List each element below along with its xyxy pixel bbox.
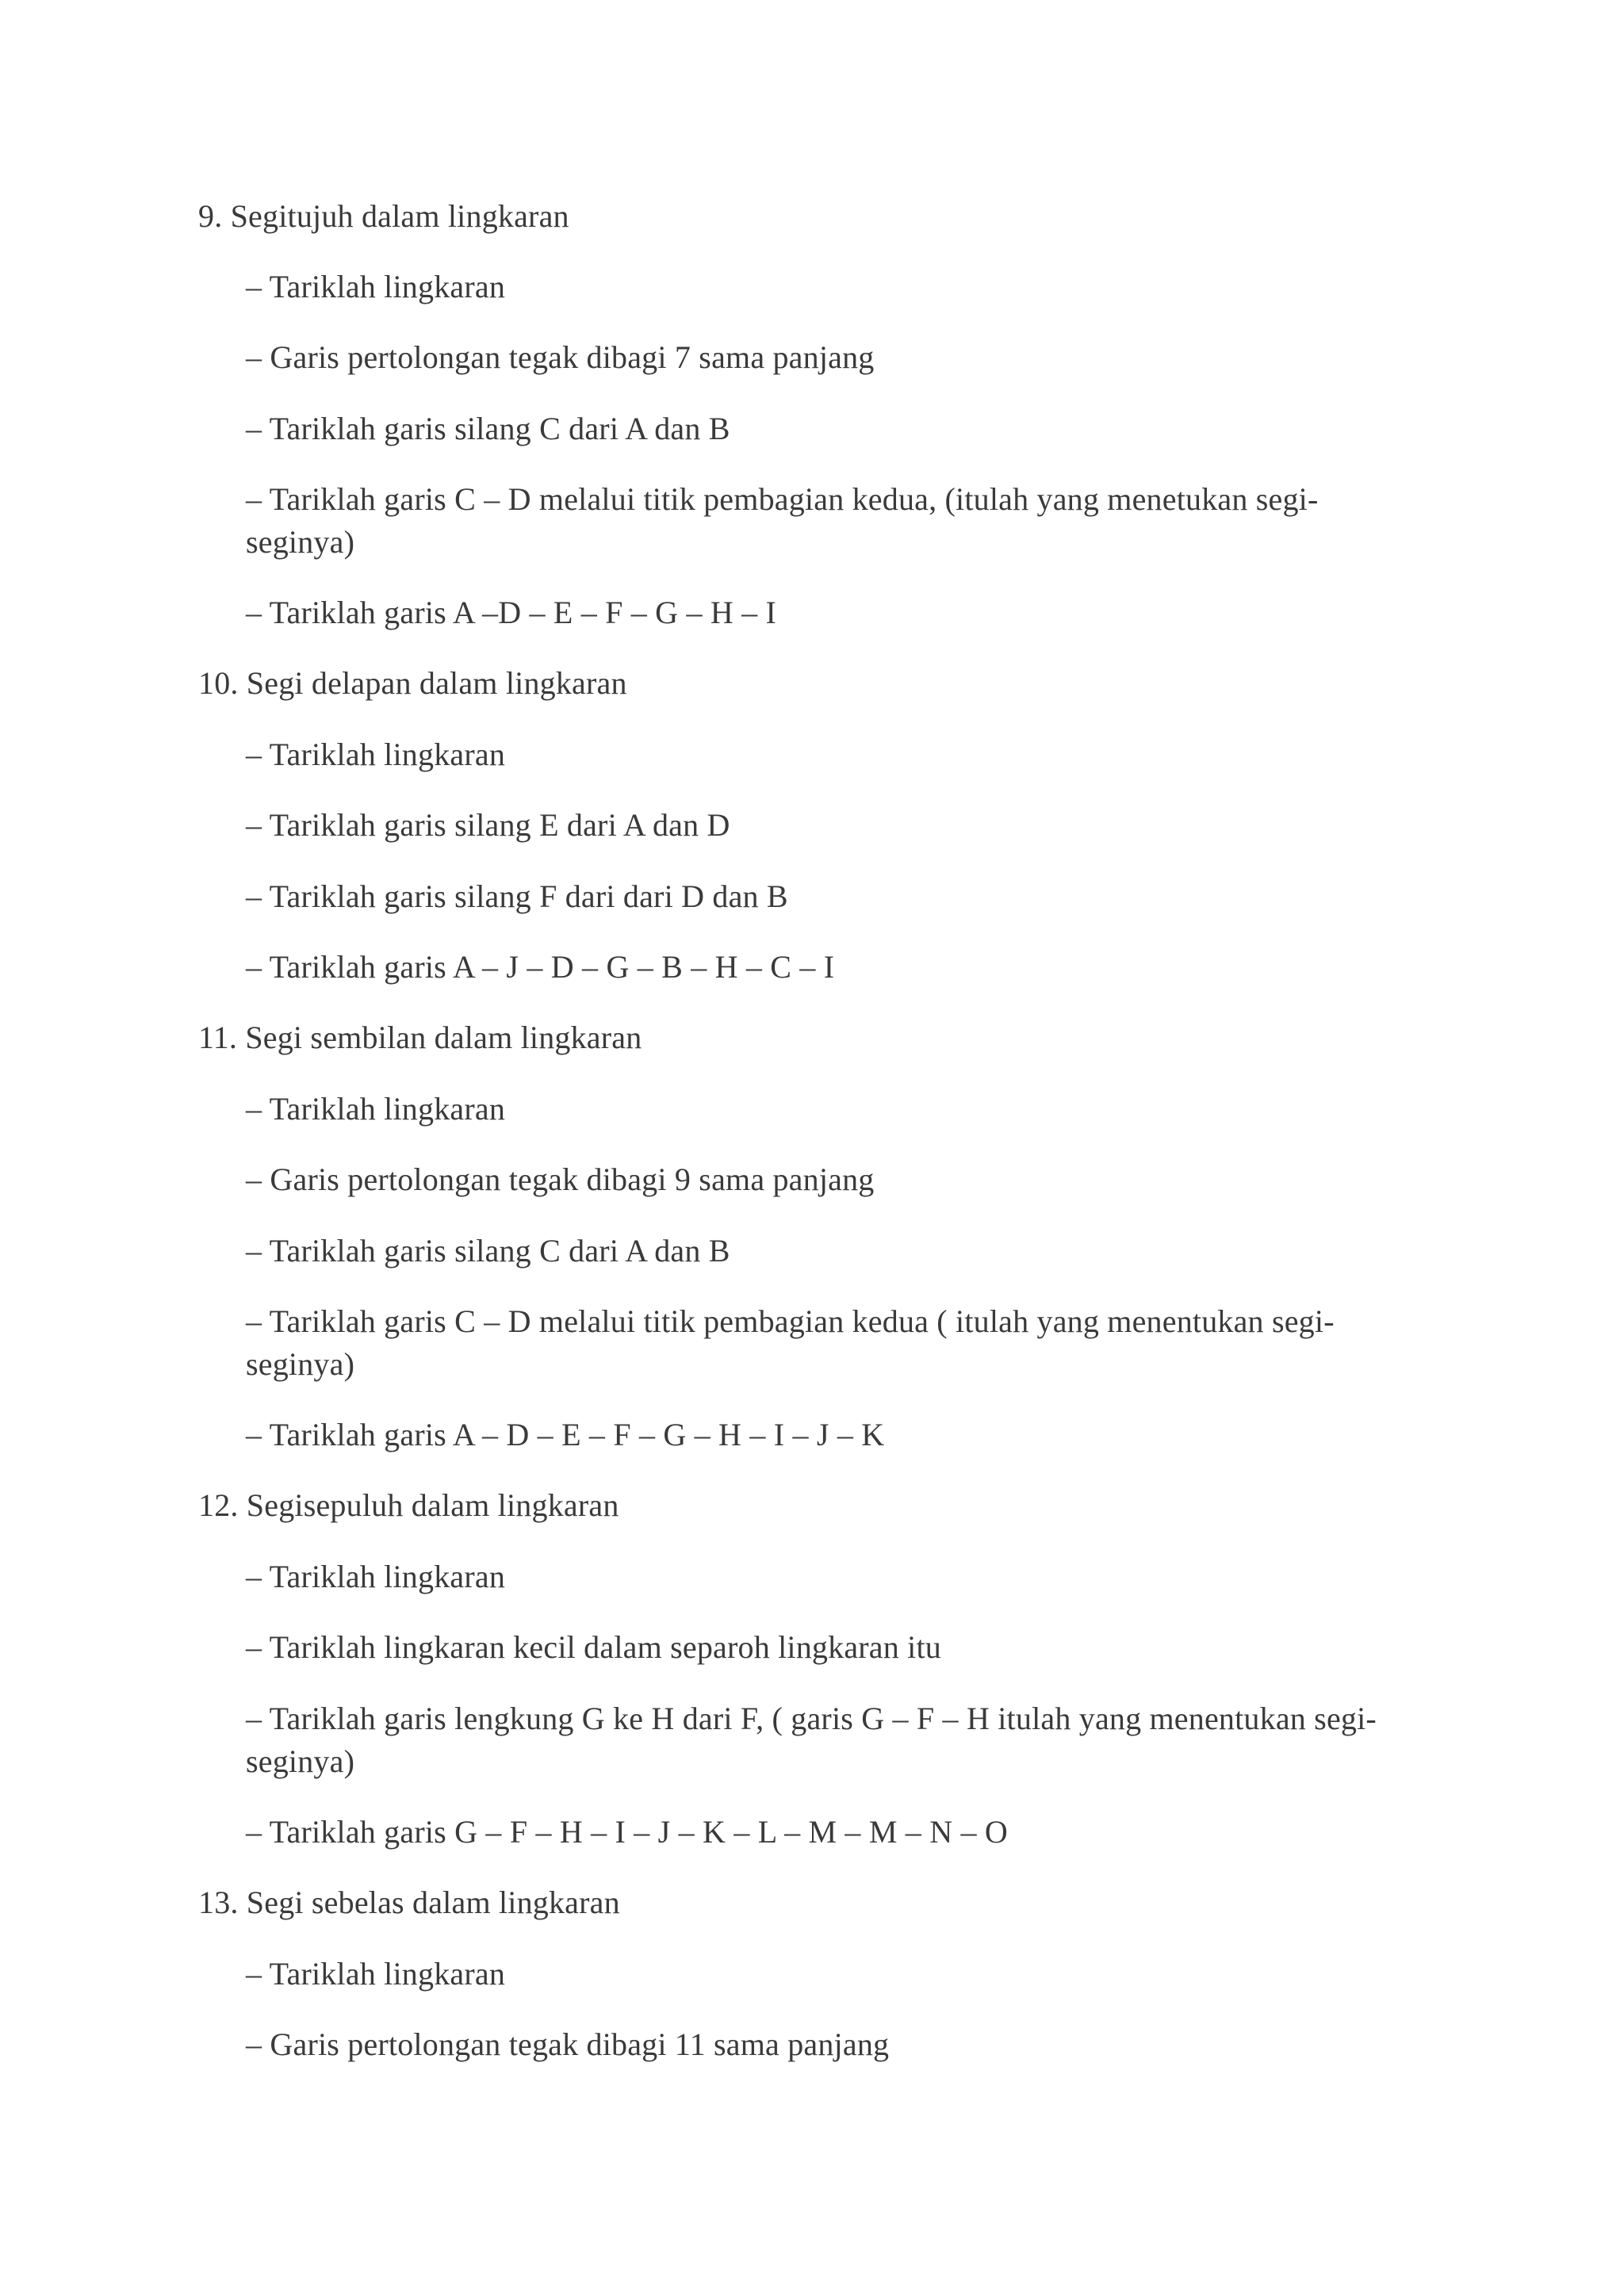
list-item: – Tariklah garis silang C dari A dan B	[246, 1233, 730, 1269]
list-item: – Tariklah lingkaran	[246, 1559, 506, 1594]
list-item: – Garis pertolongan tegak dibagi 9 sama panjang	[246, 1161, 875, 1197]
section-heading-10: 10. Segi delapan dalam lingkaran	[198, 665, 627, 701]
list-item: – Garis pertolongan tegak dibagi 11 sama panjang	[246, 2026, 890, 2062]
section-heading-11: 11. Segi sembilan dalam lingkaran	[198, 1020, 642, 1055]
list-item: – Tariklah garis silang C dari A dan B	[246, 411, 730, 446]
list-item: – Tariklah garis A –D – E – F – G – H – I	[246, 595, 777, 630]
list-item: – Tariklah lingkaran kecil dalam separoh lingkaran itu	[246, 1629, 941, 1665]
list-item: – Tariklah lingkaran	[246, 1091, 506, 1127]
section-heading-13: 13. Segi sebelas dalam lingkaran	[198, 1885, 620, 1920]
list-item: – Tariklah garis A – D – E – F – G – H – I – J – K	[246, 1417, 885, 1452]
list-item: – Tariklah lingkaran	[246, 269, 506, 304]
list-item: – Tariklah garis silang E dari A dan D	[246, 807, 730, 843]
section-heading-9: 9. Segitujuh dalam lingkaran	[198, 198, 569, 234]
list-item: – Garis pertolongan tegak dibagi 7 sama panjang	[246, 339, 875, 375]
section-heading-12: 12. Segisepuluh dalam lingkaran	[198, 1487, 619, 1523]
list-item: – Tariklah garis C – D melalui titik pembagian kedua, (itulah yang menetukan segi-seginya)	[246, 481, 1319, 560]
list-item: – Tariklah garis C – D melalui titik pembagian kedua ( itulah yang menentukan segi-seginya)	[246, 1303, 1335, 1382]
list-item: – Tariklah garis A – J – D – G – B – H – C – I	[246, 949, 835, 985]
list-item: – Tariklah garis silang F dari dari D dan B	[246, 878, 788, 914]
list-item: – Tariklah lingkaran	[246, 737, 506, 772]
list-item: – Tariklah garis lengkung G ke H dari F, ( garis G – F – H itulah yang menentukan segi-seginya)	[246, 1701, 1377, 1779]
list-item: – Tariklah garis G – F – H – I – J – K – L – M – M – N – O	[246, 1814, 1008, 1850]
list-item: – Tariklah lingkaran	[246, 1956, 506, 1992]
